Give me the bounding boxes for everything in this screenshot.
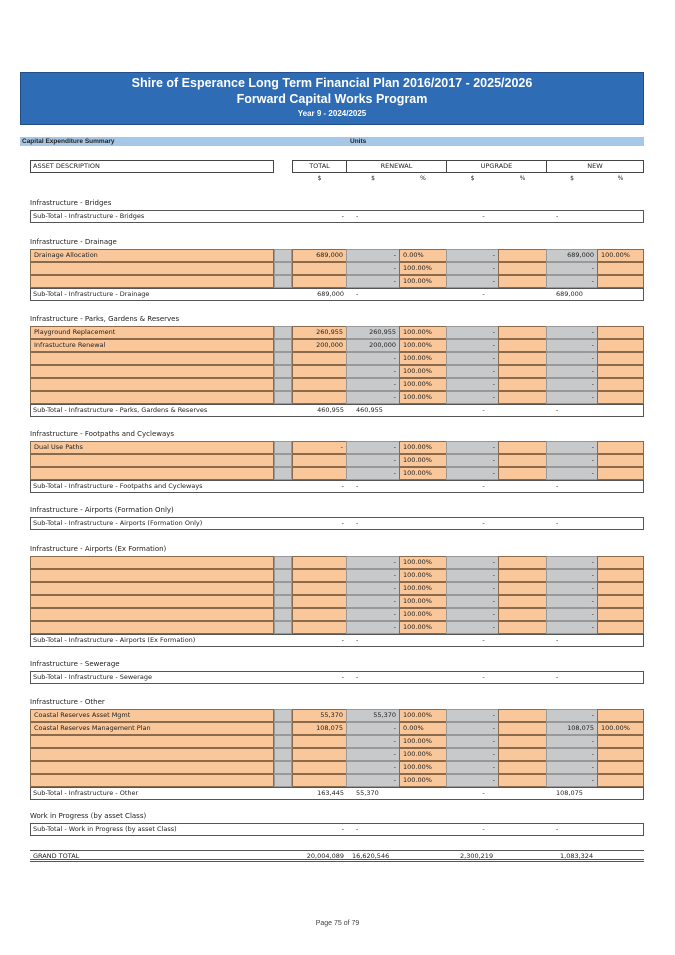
row-total <box>292 582 347 595</box>
row-new-pct <box>597 352 644 365</box>
subtotal-label: Sub-Total - Infrastructure - Footpaths and Cycleways <box>33 482 203 490</box>
row-renewal: - <box>346 722 400 735</box>
row-new: - <box>546 735 598 748</box>
subtotal-total: 689,000 <box>317 290 344 298</box>
row-new-pct <box>597 774 644 787</box>
row-spacer <box>274 365 292 378</box>
grand-total-renewal: 16,620,546 <box>352 852 390 860</box>
row-new: - <box>546 441 598 454</box>
row-description: Infrastucture Renewal <box>30 339 274 352</box>
row-total <box>292 352 347 365</box>
row-renewal-pct: 100.00% <box>399 608 447 621</box>
subtotal-upgrade: - <box>482 406 485 414</box>
section-title: Infrastructure - Drainage <box>30 238 117 246</box>
subtotal-label: Sub-Total - Infrastructure - Airports (Formation Only) <box>33 519 203 527</box>
row-upgrade: - <box>446 735 499 748</box>
row-spacer <box>274 441 292 454</box>
row-new-pct: 100.00% <box>597 249 644 262</box>
row-total <box>292 378 347 391</box>
row-total <box>292 761 347 774</box>
row-total <box>292 569 347 582</box>
row-new-pct <box>597 608 644 621</box>
row-renewal-pct: 100.00% <box>399 569 447 582</box>
grand-total-label: GRAND TOTAL <box>33 852 80 860</box>
row-new: - <box>546 556 598 569</box>
row-upgrade: - <box>446 339 499 352</box>
row-description <box>30 774 274 787</box>
col-header-new: NEW <box>546 160 644 173</box>
row-description <box>30 621 274 634</box>
subtotal-new: - <box>556 519 559 527</box>
row-spacer <box>274 608 292 621</box>
row-new: - <box>546 352 598 365</box>
subtotal-label: Sub-Total - Infrastructure - Sewerage <box>33 673 152 681</box>
row-new-pct: 100.00% <box>597 722 644 735</box>
row-upgrade-pct <box>498 339 547 352</box>
row-upgrade-pct <box>498 352 547 365</box>
section-title: Infrastructure - Airports (Ex Formation) <box>30 545 167 553</box>
row-renewal-pct: 100.00% <box>399 454 447 467</box>
row-renewal: - <box>346 249 400 262</box>
row-new-pct <box>597 262 644 275</box>
row-renewal-pct: 100.00% <box>399 467 447 480</box>
row-total <box>292 608 347 621</box>
subtotal-upgrade: - <box>482 673 485 681</box>
row-new-pct <box>597 709 644 722</box>
row-description <box>30 582 274 595</box>
row-upgrade: - <box>446 722 499 735</box>
report-banner <box>20 72 644 125</box>
row-renewal: - <box>346 441 400 454</box>
row-description: Dual Use Paths <box>30 441 274 454</box>
row-total <box>292 391 347 404</box>
row-new-pct <box>597 391 644 404</box>
row-description <box>30 556 274 569</box>
row-upgrade-pct <box>498 249 547 262</box>
subtotal-new: - <box>556 636 559 644</box>
grand-total-total: 20,004,089 <box>306 852 344 860</box>
subtotal-total: 163,445 <box>317 789 344 797</box>
row-upgrade: - <box>446 709 499 722</box>
capital-expenditure-summary-bar <box>20 137 644 146</box>
row-renewal: - <box>346 569 400 582</box>
row-upgrade-pct <box>498 709 547 722</box>
row-renewal: - <box>346 556 400 569</box>
row-renewal-pct: 100.00% <box>399 556 447 569</box>
row-spacer <box>274 378 292 391</box>
row-new: 108,075 <box>546 722 598 735</box>
row-total <box>292 621 347 634</box>
row-renewal-pct: 100.00% <box>399 391 447 404</box>
subtotal-renewal: - <box>356 482 359 490</box>
row-upgrade: - <box>446 326 499 339</box>
row-spacer <box>274 709 292 722</box>
row-renewal: - <box>346 467 400 480</box>
subtotal-new: 689,000 <box>556 290 583 298</box>
row-renewal-pct: 0.00% <box>399 249 447 262</box>
row-renewal-pct: 100.00% <box>399 621 447 634</box>
row-spacer <box>274 569 292 582</box>
row-spacer <box>274 748 292 761</box>
subtotal-new: - <box>556 212 559 220</box>
row-new-pct <box>597 378 644 391</box>
col-header-total: TOTAL <box>292 160 347 173</box>
row-description <box>30 467 274 480</box>
report-year: Year 9 - 2024/2025 <box>297 109 367 118</box>
row-spacer <box>274 339 292 352</box>
col-header-renewal: RENEWAL <box>346 160 447 173</box>
summary-units: Units <box>350 138 367 145</box>
row-upgrade: - <box>446 391 499 404</box>
row-new-pct <box>597 441 644 454</box>
section-title: Infrastructure - Bridges <box>30 199 112 207</box>
row-description <box>30 608 274 621</box>
subtotal-new: - <box>556 482 559 490</box>
row-new-pct <box>597 275 644 288</box>
row-renewal-pct: 0.00% <box>399 722 447 735</box>
row-new: - <box>546 326 598 339</box>
section-title: Work in Progress (by asset Class) <box>30 812 147 820</box>
row-spacer <box>274 621 292 634</box>
subtotal-renewal: 460,955 <box>356 406 383 414</box>
row-renewal-pct: 100.00% <box>399 378 447 391</box>
grand-total-upgrade: 2,300,219 <box>460 852 494 860</box>
subtotal-upgrade: - <box>482 290 485 298</box>
row-new: - <box>546 761 598 774</box>
row-renewal: - <box>346 774 400 787</box>
row-renewal: - <box>346 262 400 275</box>
row-description: Coastal Reserves Management Plan <box>30 722 274 735</box>
row-spacer <box>274 262 292 275</box>
row-spacer <box>274 556 292 569</box>
row-renewal-pct: 100.00% <box>399 339 447 352</box>
row-renewal: - <box>346 608 400 621</box>
row-spacer <box>274 391 292 404</box>
row-upgrade: - <box>446 262 499 275</box>
subtotal-label: Sub-Total - Infrastructure - Other <box>33 789 139 797</box>
row-upgrade-pct <box>498 595 547 608</box>
row-upgrade-pct <box>498 556 547 569</box>
row-new-pct <box>597 326 644 339</box>
subtotal-new: - <box>556 673 559 681</box>
row-total: 55,370 <box>292 709 347 722</box>
section-title: Infrastructure - Other <box>30 698 105 706</box>
row-new-pct <box>597 748 644 761</box>
subtotal-total: - <box>341 673 344 681</box>
subtotal-renewal: 55,370 <box>356 789 379 797</box>
row-new: - <box>546 748 598 761</box>
row-upgrade: - <box>446 454 499 467</box>
section-title: Infrastructure - Sewerage <box>30 660 120 668</box>
row-upgrade: - <box>446 275 499 288</box>
row-upgrade: - <box>446 249 499 262</box>
row-spacer <box>274 774 292 787</box>
row-renewal-pct: 100.00% <box>399 352 447 365</box>
row-total <box>292 556 347 569</box>
row-upgrade: - <box>446 748 499 761</box>
row-new: - <box>546 569 598 582</box>
row-description <box>30 748 274 761</box>
row-new-pct <box>597 556 644 569</box>
row-upgrade: - <box>446 378 499 391</box>
row-upgrade-pct <box>498 326 547 339</box>
subtotal-upgrade: - <box>482 789 485 797</box>
col-unit-new-pct: % <box>617 175 624 182</box>
row-new: 689,000 <box>546 249 598 262</box>
row-upgrade-pct <box>498 275 547 288</box>
row-renewal: - <box>346 454 400 467</box>
row-new-pct <box>597 365 644 378</box>
row-total: - <box>292 441 347 454</box>
row-upgrade-pct <box>498 722 547 735</box>
row-spacer <box>274 722 292 735</box>
row-total <box>292 275 347 288</box>
report-subtitle: Forward Capital Works Program <box>236 92 428 106</box>
page-number: Page 75 of 79 <box>315 920 360 927</box>
subtotal-total: - <box>341 482 344 490</box>
col-unit-upgrade-pct: % <box>519 175 526 182</box>
row-new-pct <box>597 339 644 352</box>
subtotal-new: 108,075 <box>556 789 583 797</box>
row-upgrade-pct <box>498 735 547 748</box>
subtotal-label: Sub-Total - Work in Progress (by asset Class) <box>33 825 177 833</box>
row-total <box>292 748 347 761</box>
subtotal-total: - <box>341 825 344 833</box>
section-title: Infrastructure - Airports (Formation Only) <box>30 506 174 514</box>
row-description: Drainage Allocation <box>30 249 274 262</box>
row-spacer <box>274 249 292 262</box>
row-upgrade: - <box>446 467 499 480</box>
row-renewal-pct: 100.00% <box>399 275 447 288</box>
subtotal-label: Sub-Total - Infrastructure - Airports (Ex Formation) <box>33 636 196 644</box>
row-description <box>30 365 274 378</box>
row-renewal-pct: 100.00% <box>399 326 447 339</box>
row-total <box>292 454 347 467</box>
row-upgrade: - <box>446 582 499 595</box>
row-renewal-pct: 100.00% <box>399 441 447 454</box>
subtotal-renewal: - <box>356 825 359 833</box>
row-new: - <box>546 621 598 634</box>
row-total <box>292 467 347 480</box>
row-total: 108,075 <box>292 722 347 735</box>
row-renewal-pct: 100.00% <box>399 582 447 595</box>
row-spacer <box>274 326 292 339</box>
row-new: - <box>546 608 598 621</box>
row-upgrade: - <box>446 352 499 365</box>
row-upgrade-pct <box>498 582 547 595</box>
row-spacer <box>274 352 292 365</box>
row-description <box>30 735 274 748</box>
subtotal-total: - <box>341 212 344 220</box>
row-description <box>30 761 274 774</box>
row-spacer <box>274 595 292 608</box>
row-description <box>30 378 274 391</box>
row-renewal: - <box>346 275 400 288</box>
subtotal-renewal: - <box>356 212 359 220</box>
row-upgrade-pct <box>498 365 547 378</box>
row-renewal: - <box>346 735 400 748</box>
row-upgrade: - <box>446 761 499 774</box>
row-spacer <box>274 275 292 288</box>
row-description <box>30 391 274 404</box>
row-upgrade: - <box>446 441 499 454</box>
row-upgrade: - <box>446 621 499 634</box>
row-spacer <box>274 454 292 467</box>
subtotal-renewal: - <box>356 636 359 644</box>
subtotal-total: - <box>341 636 344 644</box>
col-unit-renewal-pct: % <box>420 175 426 182</box>
row-renewal-pct: 100.00% <box>399 761 447 774</box>
row-total <box>292 774 347 787</box>
row-total <box>292 365 347 378</box>
row-upgrade-pct <box>498 378 547 391</box>
row-upgrade-pct <box>498 569 547 582</box>
row-renewal: - <box>346 595 400 608</box>
row-new-pct <box>597 582 644 595</box>
row-description <box>30 569 274 582</box>
row-renewal: - <box>346 391 400 404</box>
row-renewal-pct: 100.00% <box>399 735 447 748</box>
col-unit-upgrade: $ <box>470 175 475 182</box>
row-new-pct <box>597 761 644 774</box>
row-new-pct <box>597 467 644 480</box>
row-renewal: 200,000 <box>346 339 400 352</box>
subtotal-label: Sub-Total - Infrastructure - Bridges <box>33 212 145 220</box>
row-upgrade-pct <box>498 748 547 761</box>
row-total: 200,000 <box>292 339 347 352</box>
subtotal-total: - <box>341 519 344 527</box>
row-description <box>30 595 274 608</box>
row-total: 260,955 <box>292 326 347 339</box>
row-new-pct <box>597 569 644 582</box>
row-renewal-pct: 100.00% <box>399 748 447 761</box>
subtotal-upgrade: - <box>482 212 485 220</box>
row-renewal: 260,955 <box>346 326 400 339</box>
row-upgrade: - <box>446 608 499 621</box>
row-new: - <box>546 365 598 378</box>
row-total: 689,000 <box>292 249 347 262</box>
row-renewal-pct: 100.00% <box>399 774 447 787</box>
report-title: Shire of Esperance Long Term Financial Plan 2016/2017 - 2025/2026 <box>131 76 533 90</box>
subtotal-new: - <box>556 406 559 414</box>
row-description: Playground Replacement <box>30 326 274 339</box>
col-unit-total: $ <box>317 175 322 182</box>
section-title: Infrastructure - Footpaths and Cycleways <box>30 430 175 438</box>
row-total <box>292 262 347 275</box>
row-description <box>30 454 274 467</box>
section-title: Infrastructure - Parks, Gardens & Reserves <box>30 315 180 323</box>
row-new: - <box>546 582 598 595</box>
row-new: - <box>546 339 598 352</box>
row-new-pct <box>597 621 644 634</box>
row-renewal: - <box>346 748 400 761</box>
subtotal-label: Sub-Total - Infrastructure - Parks, Gardens & Reserves <box>33 406 208 414</box>
row-spacer <box>274 582 292 595</box>
col-unit-renewal: $ <box>371 175 375 182</box>
row-new-pct <box>597 454 644 467</box>
row-total <box>292 735 347 748</box>
row-upgrade: - <box>446 774 499 787</box>
row-renewal-pct: 100.00% <box>399 365 447 378</box>
subtotal-renewal: - <box>356 673 359 681</box>
subtotal-new: - <box>556 825 559 833</box>
row-description <box>30 262 274 275</box>
row-new-pct <box>597 735 644 748</box>
row-upgrade-pct <box>498 454 547 467</box>
summary-label: Capital Expenditure Summary <box>22 138 115 145</box>
row-renewal: - <box>346 621 400 634</box>
row-spacer <box>274 761 292 774</box>
row-new: - <box>546 454 598 467</box>
row-new: - <box>546 595 598 608</box>
grand-total-new: 1,083,324 <box>560 852 594 860</box>
row-renewal-pct: 100.00% <box>399 709 447 722</box>
row-new: - <box>546 391 598 404</box>
col-header-asset-description: ASSET DESCRIPTION <box>30 160 274 173</box>
row-total <box>292 595 347 608</box>
row-upgrade-pct <box>498 621 547 634</box>
row-description: Coastal Reserves Asset Mgmt <box>30 709 274 722</box>
col-header-upgrade: UPGRADE <box>446 160 547 173</box>
subtotal-upgrade: - <box>482 636 485 644</box>
row-description <box>30 275 274 288</box>
row-upgrade: - <box>446 569 499 582</box>
row-spacer <box>274 735 292 748</box>
row-renewal: - <box>346 582 400 595</box>
row-new: - <box>546 467 598 480</box>
row-new: - <box>546 774 598 787</box>
subtotal-upgrade: - <box>482 825 485 833</box>
row-upgrade: - <box>446 595 499 608</box>
col-unit-new: $ <box>570 175 574 182</box>
row-new: - <box>546 262 598 275</box>
subtotal-renewal: - <box>356 519 359 527</box>
row-renewal: - <box>346 378 400 391</box>
row-renewal-pct: 100.00% <box>399 262 447 275</box>
row-new: - <box>546 378 598 391</box>
row-upgrade-pct <box>498 391 547 404</box>
row-upgrade-pct <box>498 441 547 454</box>
row-upgrade-pct <box>498 608 547 621</box>
row-new: - <box>546 709 598 722</box>
row-new: - <box>546 275 598 288</box>
subtotal-label: Sub-Total - Infrastructure - Drainage <box>33 290 150 298</box>
subtotal-upgrade: - <box>482 519 485 527</box>
row-upgrade-pct <box>498 262 547 275</box>
row-renewal: - <box>346 761 400 774</box>
row-upgrade-pct <box>498 774 547 787</box>
row-renewal: 55,370 <box>346 709 400 722</box>
row-spacer <box>274 467 292 480</box>
subtotal-renewal: - <box>356 290 359 298</box>
subtotal-total: 460,955 <box>317 406 344 414</box>
row-renewal: - <box>346 365 400 378</box>
row-upgrade-pct <box>498 761 547 774</box>
row-upgrade-pct <box>498 467 547 480</box>
row-upgrade: - <box>446 365 499 378</box>
row-renewal-pct: 100.00% <box>399 595 447 608</box>
row-renewal: - <box>346 352 400 365</box>
row-upgrade: - <box>446 556 499 569</box>
subtotal-upgrade: - <box>482 482 485 490</box>
row-description <box>30 352 274 365</box>
row-new-pct <box>597 595 644 608</box>
